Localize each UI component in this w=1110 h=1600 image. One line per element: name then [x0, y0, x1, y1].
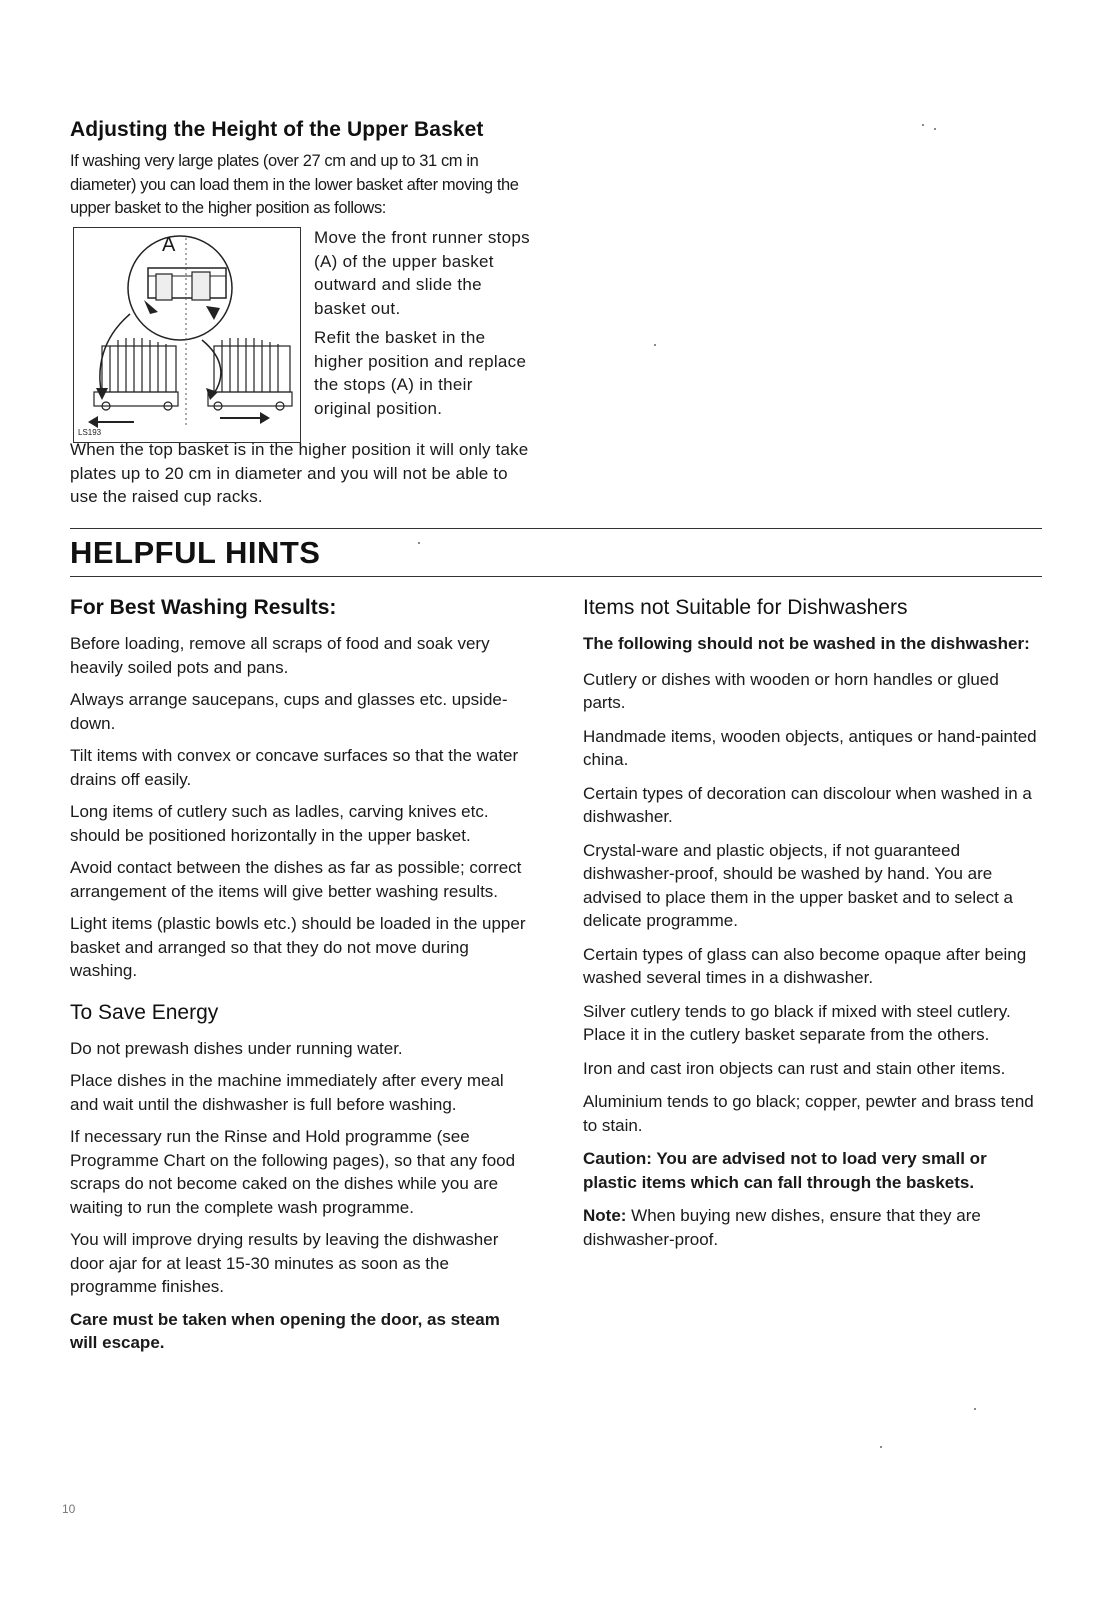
upper-basket-note: When the top basket is in the higher position it will only take plates up to 20 cm in diameter and you will not be able to use the raised cup racks. — [70, 440, 529, 506]
scan-speck — [654, 344, 656, 346]
best-results-p5: Avoid contact between the dishes as far as possible; correct arrangement of the items will give better washing results. — [70, 858, 522, 901]
figure-callout-a: A — [162, 234, 176, 256]
not-suitable-p2: Handmade items, wooden objects, antiques or hand-painted china. — [583, 726, 1037, 769]
best-results-heading: For Best Washing Results: — [70, 596, 337, 619]
basket-figure — [73, 227, 301, 443]
save-energy-p4: You will improve drying results by leaving the dishwasher door ajar for at least 15-30 minutes as soon as the programme finishes. — [70, 1230, 499, 1296]
scan-speck — [922, 124, 924, 126]
best-results-p4: Long items of cutlery such as ladles, carving knives etc. should be positioned horizontally in the upper basket. — [70, 802, 489, 845]
scan-speck — [934, 128, 936, 130]
best-results-p2: Always arrange saucepans, cups and glasses etc. upside-down. — [70, 690, 508, 733]
title-rule-bottom — [70, 576, 1042, 577]
not-suitable-p8: Aluminium tends to go black; copper, pewter and brass tend to stain. — [583, 1092, 1034, 1135]
save-energy-warning: Care must be taken when opening the door, as steam will escape. — [70, 1309, 500, 1352]
save-energy-p2: Place dishes in the machine immediately after every meal and wait until the dishwasher is full before washing. — [70, 1071, 504, 1114]
not-suitable-p3: Certain types of decoration can discolour when washed in a dishwasher. — [583, 783, 1032, 826]
note-label: Note: — [583, 1206, 627, 1225]
note-paragraph — [583, 1204, 1043, 1251]
save-energy-p1: Do not prewash dishes under running water. — [70, 1038, 403, 1058]
not-suitable-p5: Certain types of glass can also become opaque after being washed several times in a dishwasher. — [583, 944, 1027, 987]
best-results-p3: Tilt items with convex or concave surfaces so that the water drains off easily. — [70, 746, 519, 789]
step-1-text: Move the front runner stops (A) of the upper basket outward and slide the basket out. — [314, 228, 530, 318]
not-suitable-p7: Iron and cast iron objects can rust and stain other items. — [583, 1058, 1006, 1078]
not-suitable-heading: Items not Suitable for Dishwashers — [583, 596, 908, 619]
basket-illustration — [74, 228, 300, 442]
upper-basket-heading: Adjusting the Height of the Upper Basket — [70, 118, 484, 141]
best-results-section — [70, 596, 530, 1364]
scan-speck — [974, 1408, 976, 1410]
not-suitable-p6: Silver cutlery tends to go black if mixed with steel cutlery. Place it in the cutlery basket separate from the others. — [583, 1001, 1011, 1044]
best-results-p1: Before loading, remove all scraps of food and soak very heavily soiled pots and pans. — [70, 634, 490, 677]
page-number: 10 — [62, 1502, 76, 1516]
figure-code: LS193 — [78, 428, 102, 437]
save-energy-heading: To Save Energy — [70, 1000, 219, 1024]
best-results-p6: Light items (plastic bowls etc.) should be loaded in the upper basket and arranged so that they do not move during washing. — [70, 914, 526, 980]
save-energy-p3: If necessary run the Rinse and Hold programme (see Programme Chart on the following pages), so that any food scraps do not become caked on the dishes while you are waiting to run the complete wash programme. — [70, 1127, 516, 1217]
not-suitable-lead: The following should not be washed in the dishwasher: — [583, 634, 1030, 653]
upper-basket-intro: If washing very large plates (over 27 cm and up to 31 cm in diameter) you can load them in the lower basket after moving the upper basket to the higher position as follows: — [70, 152, 519, 217]
scan-speck — [880, 1446, 882, 1448]
title-rule-top — [70, 528, 1042, 529]
not-suitable-p1: Cutlery or dishes with wooden or horn handles or glued parts. — [583, 669, 999, 712]
note-text: When buying new dishes, ensure that they are dishwasher-proof. — [583, 1206, 981, 1249]
scan-speck — [418, 542, 420, 544]
step-2-text: Refit the basket in the higher position and replace the stops (A) in their original position. — [314, 328, 527, 418]
not-suitable-section — [583, 596, 1043, 1261]
helpful-hints-title: HELPFUL HINTS — [70, 535, 321, 570]
caution-text: Caution: You are advised not to load very small or plastic items which can fall through the baskets. — [583, 1149, 987, 1192]
not-suitable-p4: Crystal-ware and plastic objects, if not guaranteed dishwasher-proof, should be washed by hand. You are advised to place them in the upper basket and to select a delicate programme. — [583, 840, 1013, 930]
